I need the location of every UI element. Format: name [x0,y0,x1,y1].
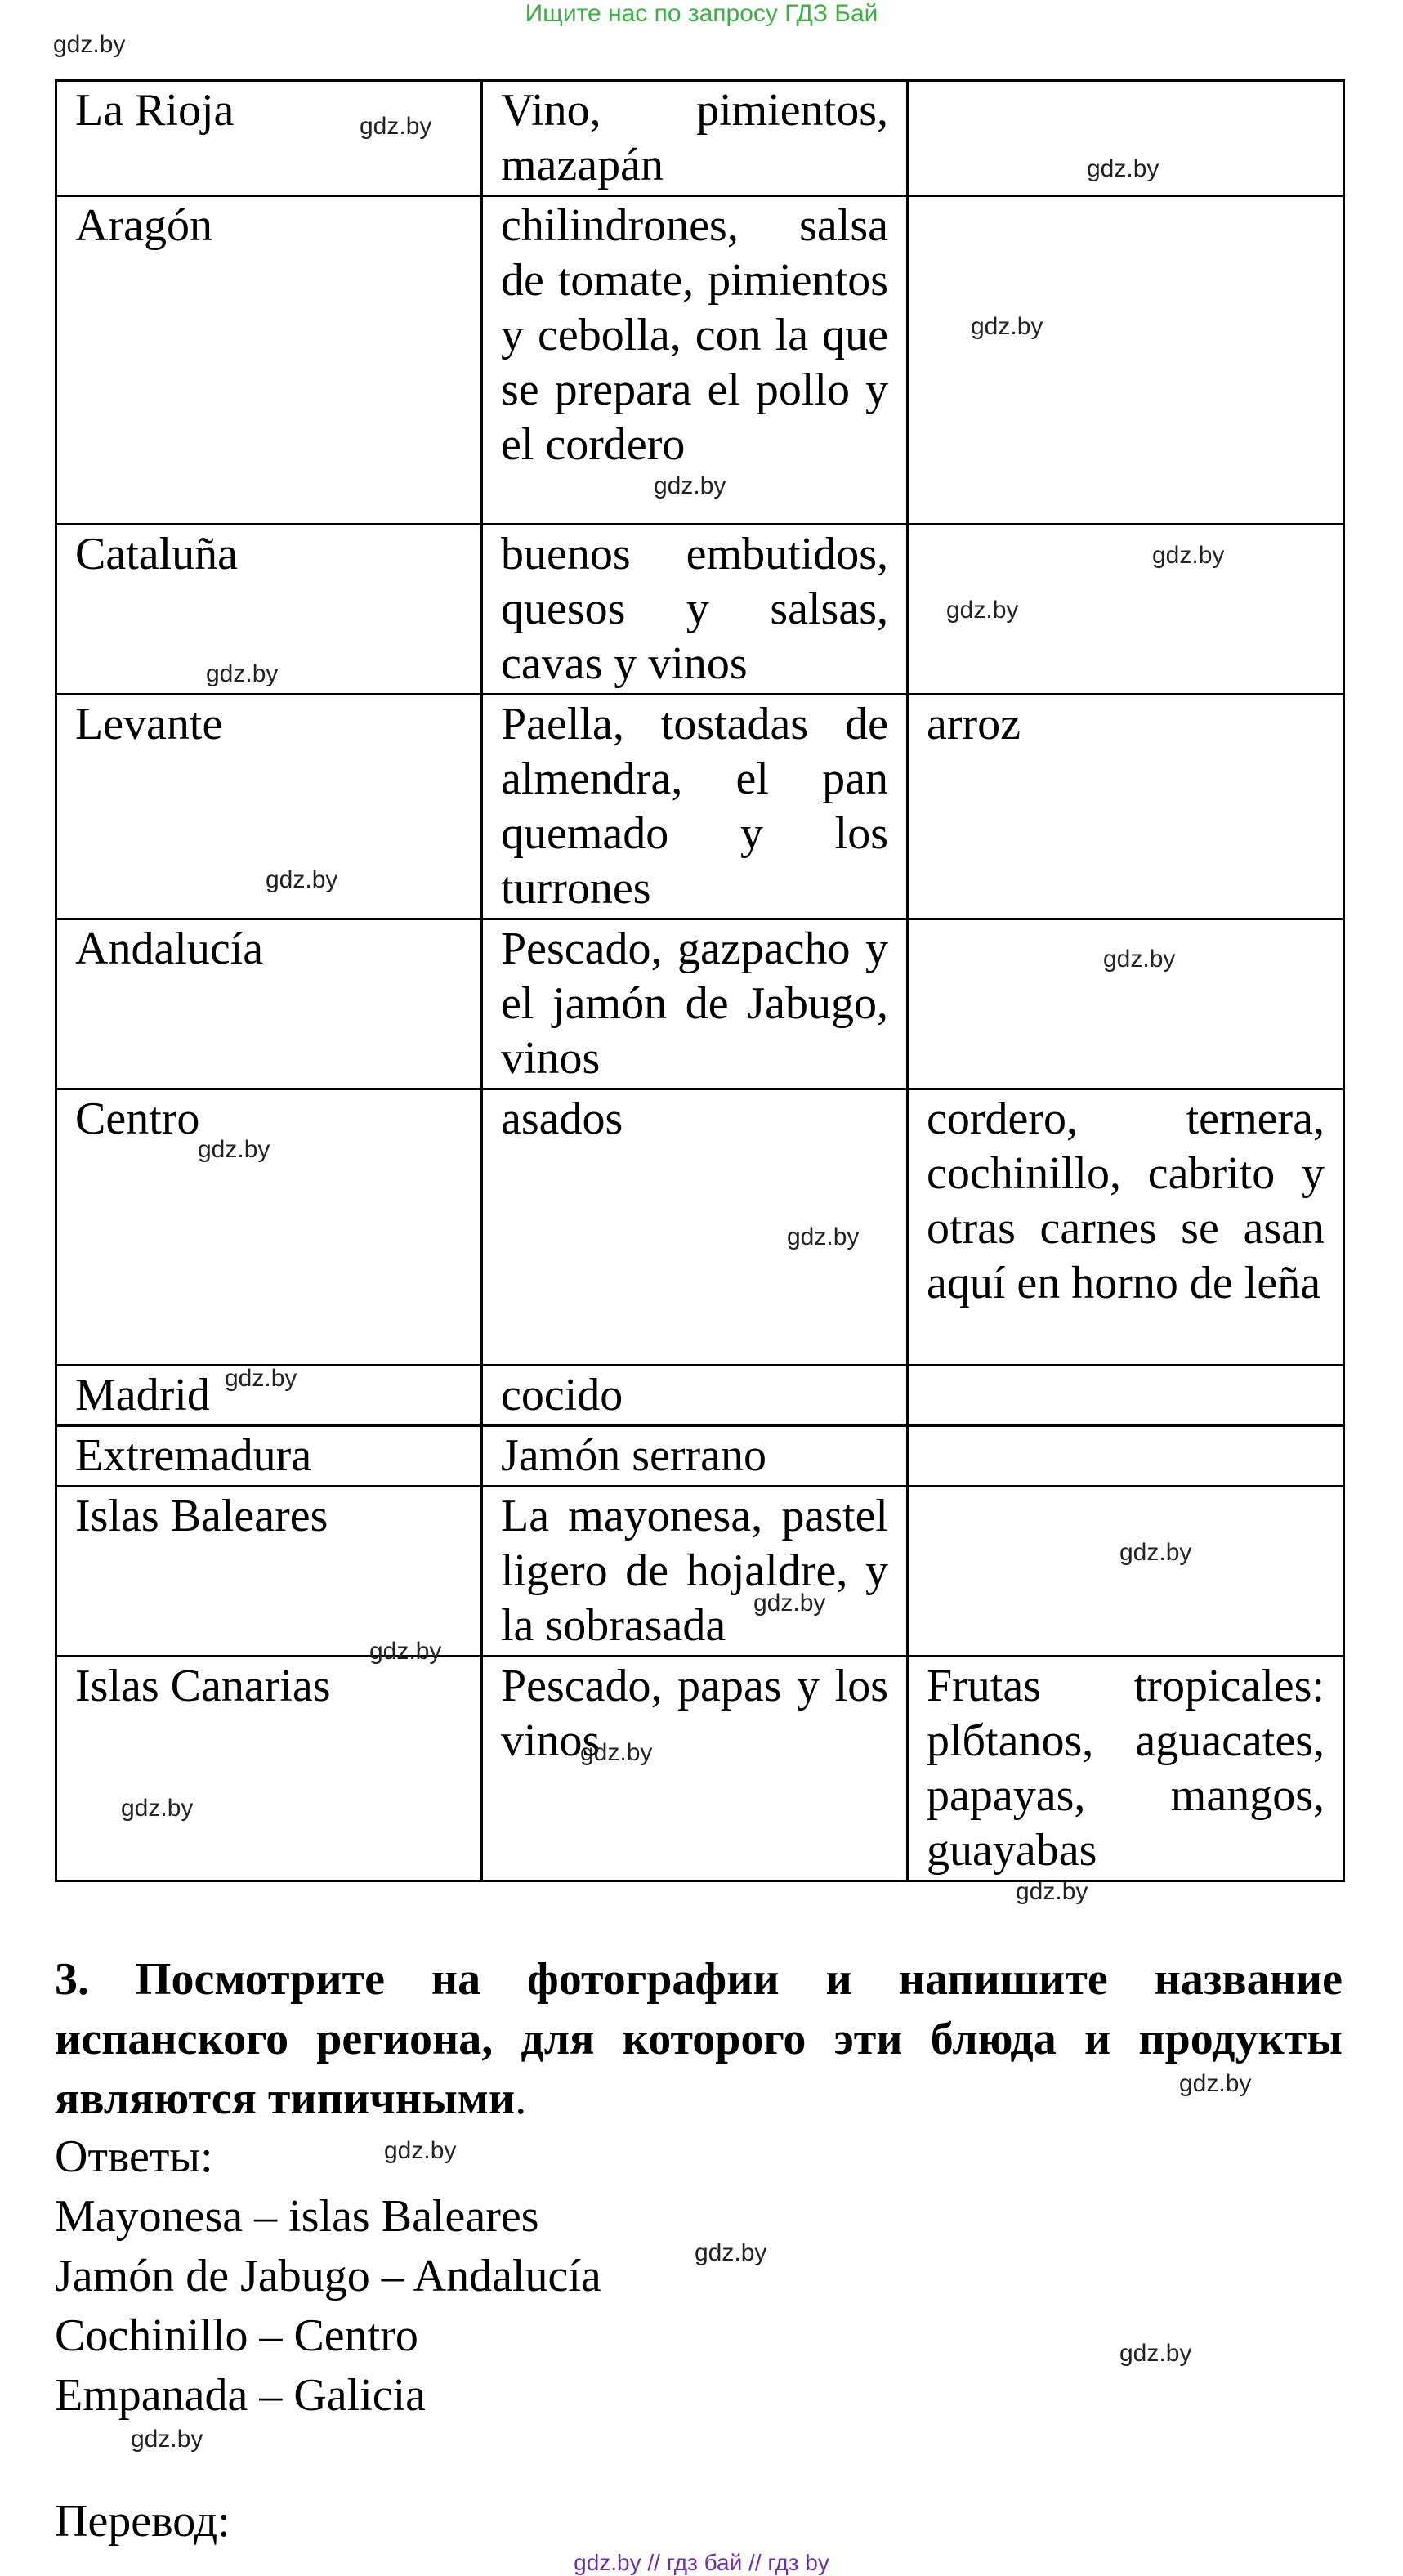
top-banner[interactable]: Ищите нас по запросу ГДЗ Бай [525,0,878,27]
task-text: 3. Посмотрите на фотографии и напишите название испанского региона, для которого эти блюда и продукты являются типичными [55,1954,1343,2124]
region-cell: La Rioja [56,81,482,196]
answer-item: Cochinillo – Centro [55,2310,418,2361]
answer-item: Empanada – Galicia [55,2370,427,2421]
notes-cell [908,1487,1344,1657]
watermark: gdz.by [1103,946,1176,973]
region-cell: Andalucía [56,919,482,1089]
region-cell: Aragón [56,196,482,525]
task-period: . [515,2073,527,2124]
watermark: gdz.by [580,1739,653,1766]
dishes-cell: asados [482,1089,908,1366]
region-cell: Islas Canarias [56,1657,482,1881]
watermark: gdz.by [369,1638,442,1665]
notes-cell: Frutas tropicales: plбtanos, aguacates, papayas, mangos, guayabas [908,1657,1344,1881]
answers-block [55,2127,1343,2426]
table-row [56,1487,1344,1657]
table-row [56,919,1344,1089]
notes-cell: cordero, ternera, cochinillo, cabrito y otras carnes se asan aquí en horno de leña [908,1089,1344,1366]
watermark: gdz.by [121,1795,194,1822]
watermark: gdz.by [1119,1539,1192,1566]
watermark: gdz.by [384,2137,457,2164]
dishes-cell: Pescado, papas y los vinos [482,1657,908,1881]
watermark: gdz.by [695,2239,767,2266]
dishes-cell: Paella, tostadas de almendra, el pan quemado y los turrones [482,695,908,919]
region-cell: Levante [56,695,482,919]
watermark: gdz.by [787,1223,860,1250]
dishes-cell: cocido [482,1366,908,1426]
watermark: gdz.by [1016,1878,1088,1905]
translation-label: Перевод: [55,2496,230,2547]
table-row [56,1089,1344,1366]
watermark: gdz.by [198,1136,270,1163]
dishes-cell: La mayonesa, pastel ligero de hojaldre, y la sobrasada [482,1487,908,1657]
region-cell: Centro [56,1089,482,1366]
table-row [56,1426,1344,1487]
watermark: gdz.by [1152,542,1225,569]
watermark: gdz.by [206,660,279,687]
region-cell: Islas Baleares [56,1487,482,1657]
watermark: gdz.by [53,31,126,58]
watermark: gdz.by [654,472,726,499]
dishes-cell: Vino, pimientos, mazapán [482,81,908,196]
task-heading [55,1950,1343,2129]
answers-label: Ответы: [55,2131,213,2182]
watermark: gdz.by [1119,2340,1192,2367]
region-cell: Cataluña [56,525,482,695]
regions-food-table [55,79,1345,1882]
answer-item: Jamón de Jabugo – Andalucía [55,2251,601,2301]
table-row [56,1657,1344,1881]
watermark: gdz.by [360,113,432,140]
watermark: gdz.by [946,597,1019,624]
dishes-cell: chilindrones, salsa de tomate, pimientos y cebolla, con la que se prepara el pollo y el cordero [482,196,908,525]
dishes-cell: Jamón serrano [482,1426,908,1487]
notes-cell: arroz [908,695,1344,919]
answer-item: Mayonesa – islas Baleares [55,2191,539,2242]
region-cell: Madrid [56,1366,482,1426]
watermark: gdz.by [266,866,338,893]
watermark: gdz.by [225,1365,297,1392]
footer-links[interactable]: gdz.by // гдз бай // гдз by [574,2550,829,2575]
table-row [56,695,1344,919]
watermark: gdz.by [971,313,1043,340]
watermark: gdz.by [753,1590,826,1617]
region-cell: Extremadura [56,1426,482,1487]
notes-cell [908,1366,1344,1426]
watermark: gdz.by [131,2426,203,2453]
dishes-cell: Pescado, gazpacho y el jamón de Jabugo, vinos [482,919,908,1089]
watermark: gdz.by [1179,2070,1252,2097]
notes-cell [908,919,1344,1089]
notes-cell [908,1426,1344,1487]
notes-cell [908,196,1344,525]
dishes-cell: buenos embutidos, quesos y salsas, cavas y vinos [482,525,908,695]
watermark: gdz.by [1087,155,1159,182]
